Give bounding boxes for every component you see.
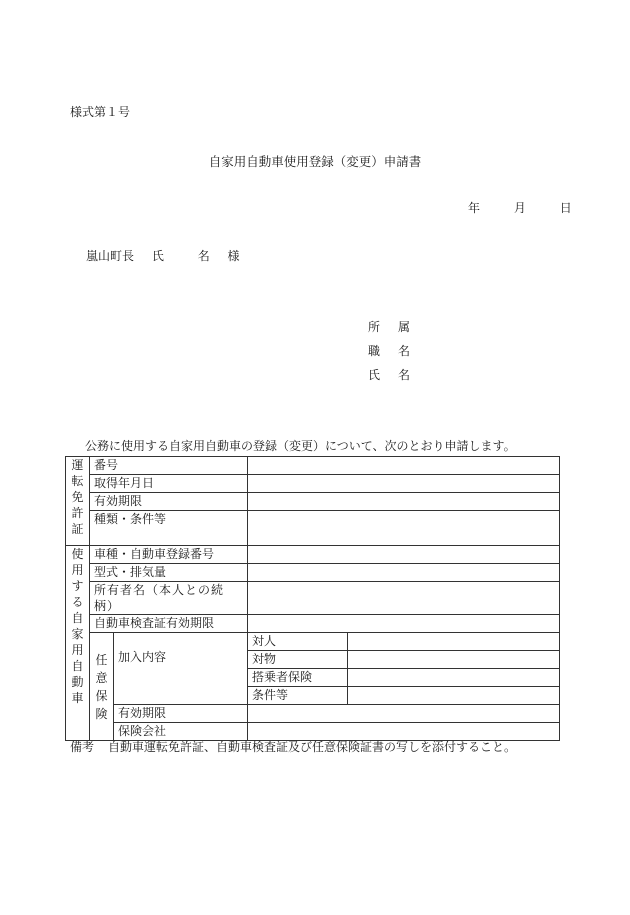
license-row-label: 種類・条件等 bbox=[90, 511, 248, 546]
addressee-honorific: 様 bbox=[227, 249, 240, 263]
license-row-label: 番号 bbox=[90, 457, 248, 475]
date-month-label: 月 bbox=[513, 201, 526, 215]
coverage-conditions-value[interactable] bbox=[348, 687, 560, 705]
vehicle-row-label: 型式・排気量 bbox=[90, 564, 248, 582]
addressee-name-label-1: 氏 bbox=[151, 249, 164, 263]
form-number: 様式第１号 bbox=[70, 105, 131, 119]
coverage-property-value[interactable] bbox=[348, 651, 560, 669]
coverage-item-label: 条件等 bbox=[248, 687, 348, 705]
vehicle-registration-value[interactable] bbox=[248, 546, 560, 564]
position-char-1: 職 bbox=[368, 344, 381, 358]
table-row bbox=[66, 633, 560, 651]
license-group-label: 運転免許証 bbox=[66, 457, 90, 546]
intro-text: 公務に使用する自家用自動車の登録（変更）について、次のとおり申請します。 bbox=[85, 439, 516, 453]
document-title: 自家用自動車使用登録（変更）申請書 bbox=[208, 154, 422, 169]
vehicle-owner-value[interactable] bbox=[248, 582, 560, 615]
position-char-2: 名 bbox=[398, 344, 411, 358]
insurance-group-label: 任意保険 bbox=[90, 633, 114, 741]
table-row bbox=[66, 564, 560, 582]
license-expiry-value[interactable] bbox=[248, 493, 560, 511]
table-row bbox=[66, 705, 560, 723]
table-row bbox=[66, 457, 560, 475]
table-row bbox=[66, 493, 560, 511]
insurance-row-label: 有効期限 bbox=[114, 705, 248, 723]
coverage-passenger-value[interactable] bbox=[348, 669, 560, 687]
license-row-label: 取得年月日 bbox=[90, 475, 248, 493]
vehicle-row-label: 自動車検査証有効期限 bbox=[90, 615, 248, 633]
addressee-line bbox=[86, 247, 240, 264]
applicant-affiliation bbox=[368, 318, 410, 335]
addressee-office: 嵐山町長 bbox=[86, 249, 135, 263]
coverage-item-label: 搭乗者保険 bbox=[248, 669, 348, 687]
date-day-label: 日 bbox=[559, 201, 572, 215]
application-table bbox=[65, 456, 560, 741]
license-acquired-value[interactable] bbox=[248, 475, 560, 493]
coverage-bodily-value[interactable] bbox=[348, 633, 560, 651]
insurance-expiry-value[interactable] bbox=[248, 705, 560, 723]
table-row bbox=[66, 615, 560, 633]
remark-line bbox=[70, 738, 516, 755]
vehicle-model-value[interactable] bbox=[248, 564, 560, 582]
vehicle-row-label: 所有者名（本人との続柄） bbox=[90, 582, 248, 615]
table-row bbox=[66, 546, 560, 564]
license-number-value[interactable] bbox=[248, 457, 560, 475]
license-conditions-value[interactable] bbox=[248, 511, 560, 546]
vehicle-group-label: 使用する自家用自動車 bbox=[66, 546, 90, 741]
applicant-position bbox=[368, 342, 410, 359]
applicant-name bbox=[368, 366, 410, 383]
remark-label: 備考 bbox=[70, 740, 95, 754]
license-row-label: 有効期限 bbox=[90, 493, 248, 511]
name-char-2: 名 bbox=[398, 368, 411, 382]
remark-text: 自動車運転免許証、自動車検査証及び任意保険証書の写しを添付すること。 bbox=[108, 740, 517, 754]
vehicle-inspection-value[interactable] bbox=[248, 615, 560, 633]
coverage-label: 加入内容 bbox=[114, 633, 248, 705]
table-row bbox=[66, 582, 560, 615]
addressee-name-label-2: 名 bbox=[197, 249, 210, 263]
name-char-1: 氏 bbox=[368, 368, 381, 382]
affiliation-char-1: 所 bbox=[368, 320, 381, 334]
table-row bbox=[66, 475, 560, 493]
coverage-item-label: 対人 bbox=[248, 633, 348, 651]
coverage-item-label: 対物 bbox=[248, 651, 348, 669]
vehicle-row-label: 車種・自動車登録番号 bbox=[90, 546, 248, 564]
insurance-row-label: 保険会社 bbox=[114, 723, 248, 741]
date-line bbox=[468, 199, 572, 216]
affiliation-char-2: 属 bbox=[398, 320, 411, 334]
date-year-label: 年 bbox=[468, 201, 481, 215]
